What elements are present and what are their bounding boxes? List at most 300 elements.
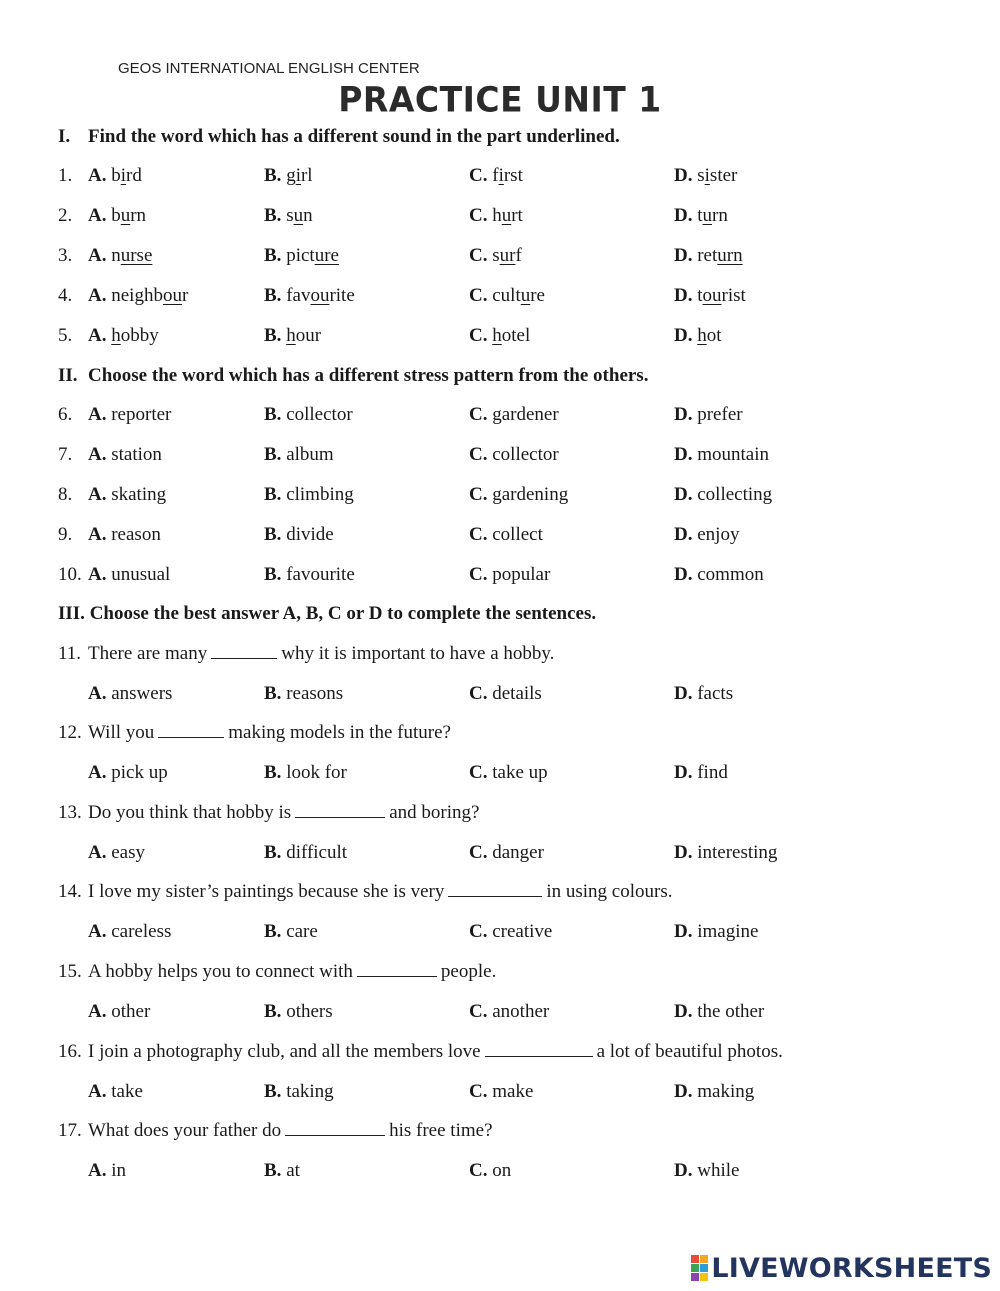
option-word [697,245,742,266]
logo-square [700,1264,708,1272]
stem-before: I love my sister’s paintings because she is very [88,881,445,902]
option-b [264,241,339,271]
option-letter: C. [469,404,488,425]
option-letter: D. [674,245,693,266]
question-stem [88,877,673,907]
options-row [0,838,1000,868]
question-stem-row [0,877,1000,907]
option-word [492,325,530,346]
question-row [0,281,1000,311]
question-row [0,241,1000,271]
stem-after: and boring? [389,802,480,823]
question-stem [88,798,479,828]
question-stem [88,1037,783,1067]
question-number: 1. [58,165,73,186]
logo-square [691,1273,699,1281]
logo-square [700,1255,708,1263]
stem-before: A hobby helps you to connect with [88,961,353,982]
page-title: PRACTICE UNIT 1 [338,79,662,120]
option-letter: D. [674,444,693,465]
option-letter: C. [469,842,488,863]
option-c [469,400,559,430]
option-word: creative [492,921,553,942]
underlined-part: u [501,205,512,226]
option-a [88,281,188,311]
word-prefix: b [111,205,121,226]
option-d [674,838,777,868]
option-c [469,758,548,788]
question-stem-row [0,639,1000,669]
question-stem [88,639,554,669]
option-d [674,480,772,510]
option-word [111,325,159,346]
option-c [469,161,523,191]
option-d [674,1077,754,1107]
word-prefix: t [697,285,703,306]
underlined-part: u [293,205,304,226]
option-letter: D. [674,1081,693,1102]
options-row [0,679,1000,709]
question-stem-row [0,1037,1000,1067]
option-word: the other [697,1001,765,1022]
brand-name: LIVEWORKSHEETS [711,1252,992,1284]
question-row [0,400,1000,430]
option-c [469,440,559,470]
option-letter: B. [264,842,282,863]
option-letter: D. [674,325,693,346]
option-a [88,917,171,947]
option-letter: C. [469,205,488,226]
question-row [0,520,1000,550]
answer-blank[interactable] [448,878,542,897]
answer-blank[interactable] [211,640,277,659]
option-a [88,161,142,191]
option-b [264,201,313,231]
option-b [264,1156,300,1186]
option-word: collector [492,444,559,465]
option-letter: D. [674,842,693,863]
question-row [0,201,1000,231]
word-suffix: rd [126,165,142,186]
option-a [88,997,150,1027]
section-1-heading [0,122,1000,152]
option-letter: B. [264,444,282,465]
option-letter: B. [264,404,282,425]
answer-blank[interactable] [285,1117,385,1136]
option-letter: B. [264,524,282,545]
option-letter: D. [674,205,693,226]
option-d [674,321,722,351]
option-letter: A. [88,683,107,704]
option-letter: D. [674,762,693,783]
section-3-heading [0,599,1000,629]
option-word: reasons [286,683,344,704]
option-c [469,281,545,311]
stem-before: There are many [88,643,208,664]
question-stem-row [0,798,1000,828]
option-word [492,165,523,186]
word-prefix: s [286,205,294,226]
option-d [674,917,758,947]
question-row [0,161,1000,191]
stem-after: a lot of beautiful photos. [596,1041,783,1062]
option-letter: C. [469,683,488,704]
option-word: make [492,1081,534,1102]
option-letter: B. [264,1001,282,1022]
option-letter: D. [674,1160,693,1181]
question-number: 11. [58,643,82,664]
option-letter: A. [88,205,107,226]
word-suffix: n [303,205,313,226]
word-prefix: b [111,165,121,186]
option-c [469,201,523,231]
word-prefix: cult [492,285,521,306]
option-letter: A. [88,404,107,425]
option-a [88,679,172,709]
option-word: collect [492,524,543,545]
option-letter: B. [264,325,282,346]
question-number: 16. [58,1041,82,1062]
underlined-part: ou [310,285,330,306]
option-d [674,161,737,191]
answer-blank[interactable] [357,958,437,977]
question-number: 6. [58,404,73,425]
logo-square [691,1255,699,1263]
option-word: details [492,683,542,704]
option-word [286,165,312,186]
option-word [286,245,339,266]
question-number: 15. [58,961,82,982]
option-a [88,400,171,430]
word-suffix: our [295,325,322,346]
word-suffix: otel [501,325,531,346]
question-row [0,560,1000,590]
option-letter: A. [88,484,107,505]
option-word: making [697,1081,755,1102]
option-letter: C. [469,1160,488,1181]
option-letter: D. [674,1001,693,1022]
option-word: prefer [697,404,743,425]
option-a [88,241,152,271]
option-letter: A. [88,921,107,942]
option-b [264,440,334,470]
option-letter: B. [264,564,282,585]
section-3-instruction: III. Choose the best answer A, B, C or D to complete the sentences. [58,603,597,624]
option-a [88,201,146,231]
question-number: 5. [58,325,73,346]
underlined-part: u [120,205,131,226]
option-d [674,997,764,1027]
answer-blank[interactable] [485,1038,593,1057]
word-prefix: f [492,165,499,186]
underlined-part: i [704,165,710,186]
option-b [264,560,355,590]
word-suffix: rt [511,205,523,226]
underlined-part: urn [717,245,743,266]
underlined-part: h [492,325,502,346]
option-word: take [111,1081,143,1102]
option-letter: D. [674,404,693,425]
underlined-part: ou [162,285,182,306]
underlined-part: u [702,205,713,226]
option-d [674,1156,739,1186]
stem-before: Will you [88,722,155,743]
option-letter: C. [469,325,488,346]
stem-after: making models in the future? [228,722,451,743]
option-b [264,161,313,191]
option-letter: C. [469,564,488,585]
option-b [264,679,343,709]
option-word: pick up [111,762,168,783]
option-word: gardening [492,484,569,505]
question-number: 10. [58,564,82,585]
option-letter: B. [264,921,282,942]
underlined-part: h [697,325,707,346]
option-letter: A. [88,524,107,545]
option-word: favourite [286,564,355,585]
section-instruction: Find the word which has a different sound in the part underlined. [88,126,620,147]
option-letter: D. [674,484,693,505]
word-prefix: neighb [111,285,163,306]
option-letter: B. [264,205,282,226]
stem-after: why it is important to have a hobby. [281,643,555,664]
option-letter: A. [88,564,107,585]
option-c [469,480,568,510]
option-word: collector [286,404,353,425]
option-word [286,205,312,226]
option-word: divide [286,524,334,545]
option-word: careless [111,921,172,942]
section-label: II. [58,365,78,386]
option-letter: A. [88,1081,107,1102]
option-word: take up [492,762,548,783]
option-word [697,205,728,226]
stem-after: in using colours. [546,881,673,902]
option-letter: A. [88,325,107,346]
word-prefix: n [111,245,121,266]
question-row [0,321,1000,351]
question-number: 9. [58,524,73,545]
option-c [469,241,522,271]
option-word: others [286,1001,333,1022]
option-d [674,560,764,590]
underlined-part: i [498,165,504,186]
option-word: collecting [697,484,773,505]
word-prefix: fav [286,285,311,306]
option-letter: C. [469,245,488,266]
word-suffix: ster [709,165,738,186]
logo-square [691,1264,699,1272]
logo-mark-icon [691,1255,708,1281]
option-word [492,205,523,226]
option-b [264,400,353,430]
option-c [469,838,544,868]
option-letter: D. [674,285,693,306]
option-word: easy [111,842,145,863]
option-c [469,997,549,1027]
underlined-part: i [120,165,127,186]
logo-square [700,1273,708,1281]
question-stem-row [0,1116,1000,1146]
option-d [674,758,728,788]
options-row [0,917,1000,947]
option-b [264,917,318,947]
option-word: on [492,1160,512,1181]
word-prefix: g [286,165,296,186]
option-a [88,560,170,590]
option-word: in [111,1160,127,1181]
option-letter: C. [469,762,488,783]
underlined-part: ur [499,245,516,266]
option-a [88,480,166,510]
option-word: skating [111,484,167,505]
option-letter: A. [88,245,107,266]
option-d [674,440,769,470]
option-word [492,285,545,306]
option-b [264,997,333,1027]
option-b [264,281,355,311]
option-word [286,285,355,306]
question-number: 14. [58,881,82,902]
option-word: look for [286,762,347,783]
option-word [286,325,321,346]
section-label: I. [58,126,71,147]
underlined-part: u [520,285,531,306]
stem-before: Do you think that hobby is [88,802,292,823]
option-word: popular [492,564,551,585]
option-word [697,165,737,186]
options-row [0,1156,1000,1186]
option-letter: A. [88,285,107,306]
option-word: unusual [111,564,171,585]
option-c [469,520,543,550]
question-stem [88,1116,493,1146]
option-word: album [286,444,334,465]
option-c [469,560,550,590]
center-name: GEOS INTERNATIONAL ENGLISH CENTER [118,60,420,77]
option-word: while [697,1160,740,1181]
option-letter: B. [264,285,282,306]
option-c [469,679,542,709]
option-word: enjoy [697,524,740,545]
word-suffix: rl [300,165,313,186]
word-prefix: ret [697,245,718,266]
word-prefix: pict [286,245,315,266]
word-suffix: ot [706,325,722,346]
option-word [111,285,188,306]
option-d [674,520,739,550]
option-letter: C. [469,1081,488,1102]
option-word: mountain [697,444,770,465]
option-letter: D. [674,564,693,585]
option-letter: A. [88,444,107,465]
option-word: reporter [111,404,172,425]
option-letter: A. [88,1160,107,1181]
word-suffix: obby [120,325,159,346]
option-letter: A. [88,1001,107,1022]
option-word: answers [111,683,173,704]
option-b [264,758,347,788]
underlined-part: ou [702,285,722,306]
stem-after: people. [440,961,497,982]
option-word [111,245,152,266]
word-prefix: h [492,205,502,226]
option-letter: B. [264,165,282,186]
question-number: 17. [58,1120,82,1141]
option-word: another [492,1001,550,1022]
question-number: 12. [58,722,82,743]
option-word: taking [286,1081,334,1102]
option-word: at [286,1160,300,1181]
question-number: 4. [58,285,73,306]
option-letter: D. [674,683,693,704]
option-word [697,285,746,306]
option-word [111,205,146,226]
option-word: reason [111,524,161,545]
option-a [88,1077,143,1107]
option-letter: A. [88,165,107,186]
option-b [264,480,354,510]
option-letter: C. [469,444,488,465]
option-word: imagine [697,921,759,942]
option-letter: B. [264,484,282,505]
option-letter: C. [469,285,488,306]
question-row [0,480,1000,510]
option-d [674,201,728,231]
option-letter: B. [264,245,282,266]
option-word: climbing [286,484,354,505]
option-letter: A. [88,762,107,783]
option-letter: B. [264,762,282,783]
question-stem [88,957,496,987]
word-suffix: f [515,245,522,266]
question-number: 13. [58,802,82,823]
option-letter: B. [264,1081,282,1102]
option-letter: C. [469,921,488,942]
underlined-part: h [111,325,121,346]
option-a [88,1156,126,1186]
question-stem-row [0,957,1000,987]
options-row [0,997,1000,1027]
stem-after: his free time? [389,1120,493,1141]
option-letter: D. [674,524,693,545]
option-letter: D. [674,165,693,186]
option-word [492,245,522,266]
option-word: other [111,1001,151,1022]
option-d [674,400,743,430]
option-letter: B. [264,683,282,704]
word-suffix: rn [130,205,147,226]
option-word: care [286,921,318,942]
option-word [697,325,721,346]
option-a [88,440,162,470]
question-number: 8. [58,484,73,505]
option-letter: D. [674,921,693,942]
option-letter: C. [469,524,488,545]
option-b [264,1077,334,1107]
option-word: common [697,564,764,585]
answer-blank[interactable] [158,719,224,738]
answer-blank[interactable] [295,799,385,818]
option-c [469,1156,511,1186]
option-word: danger [492,842,544,863]
option-word: find [697,762,728,783]
question-stem-row [0,718,1000,748]
option-letter: C. [469,165,488,186]
word-prefix: s [697,165,705,186]
option-word: interesting [697,842,778,863]
option-letter: B. [264,1160,282,1181]
